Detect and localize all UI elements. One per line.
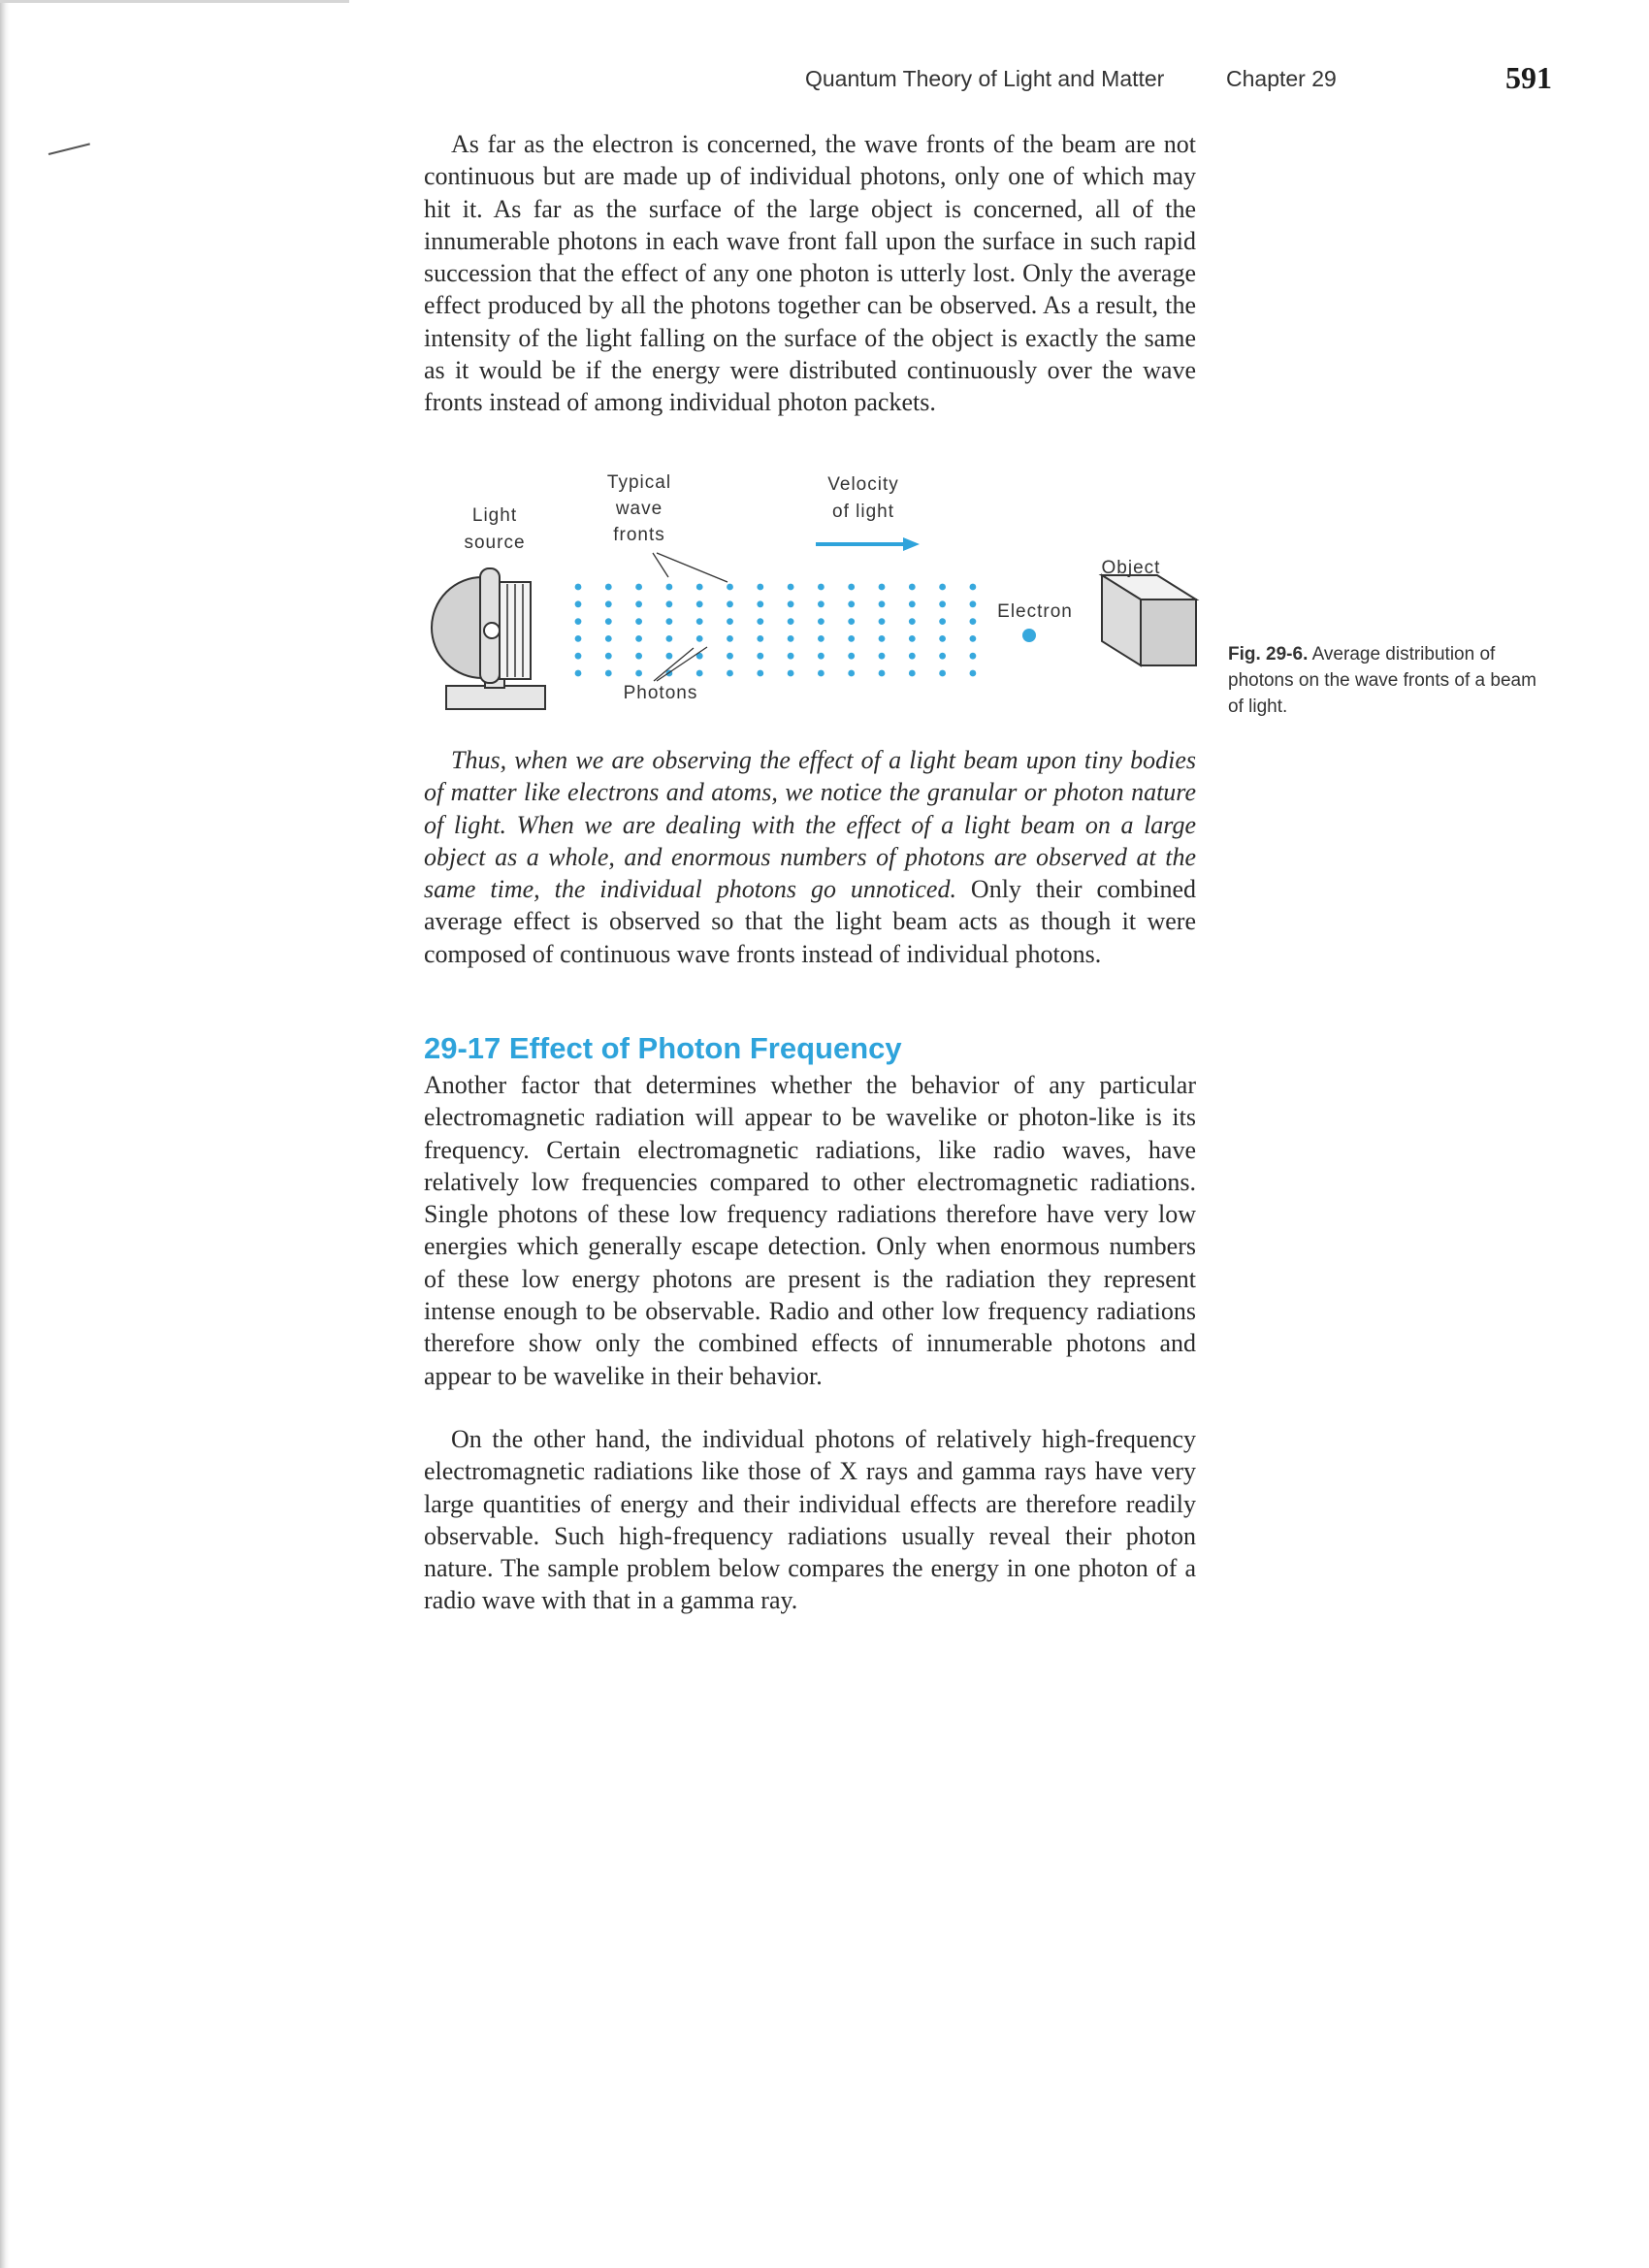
photon-dot xyxy=(635,635,642,642)
photon-dot xyxy=(818,584,824,591)
leader-photon-1 xyxy=(654,648,694,681)
lamp-base xyxy=(446,686,545,709)
photon-dot xyxy=(939,618,946,625)
photon-dot xyxy=(970,600,977,607)
photon-dot xyxy=(757,600,763,607)
photon-dot xyxy=(696,600,703,607)
photon-dot xyxy=(727,618,733,625)
photon-dot xyxy=(605,600,612,607)
paragraph-2 xyxy=(424,744,1196,970)
photon-dot xyxy=(666,635,673,642)
photon-dot xyxy=(696,618,703,625)
running-head-title: Quantum Theory of Light and Matter xyxy=(805,66,1165,91)
photon-dot xyxy=(939,670,946,677)
figure-caption xyxy=(1228,641,1548,720)
photon-dot xyxy=(939,635,946,642)
photon-dot xyxy=(727,653,733,660)
figure-drawing xyxy=(424,466,1219,728)
photon-dot xyxy=(788,584,794,591)
photon-dot xyxy=(727,635,733,642)
label-wave: wave xyxy=(615,499,663,519)
photon-dot xyxy=(909,653,916,660)
label-of-light: of light xyxy=(832,502,894,522)
photon-dot xyxy=(635,584,642,591)
label-typical: Typical xyxy=(606,472,672,493)
paragraph-3: Another factor that determines whether the behavior of any particular electromagnetic radiation will appear to be wavelike or photon-like is its frequency. Certain electromagnetic radiations, like radio waves, have relatively low frequencies compared to other electromagnetic radiations. Single photons of these low frequency radiations therefore have very low energies which generally escape detection. Only when enormous numbers of these low energy photons are present is the radiation they represent intense enough to be observable. Radio and other low frequency radiations therefore show only the combined effects of innumerable photons and appear to be wavelike in their behavior. xyxy=(424,1071,1196,1390)
pencil-mark xyxy=(48,143,90,155)
photon-dot xyxy=(788,635,794,642)
photon-dot xyxy=(727,600,733,607)
label-electron: Electron xyxy=(997,601,1073,622)
photon-dot xyxy=(575,600,582,607)
label-velocity: Velocity xyxy=(827,474,899,495)
photon-dot xyxy=(879,584,886,591)
figure-29-6 xyxy=(424,466,1219,728)
photon-dot xyxy=(605,653,612,660)
photon-dot xyxy=(970,635,977,642)
running-head xyxy=(805,62,1552,101)
photon-dot xyxy=(666,618,673,625)
photon-grid xyxy=(575,584,977,677)
photon-dot xyxy=(696,584,703,591)
photon-dot xyxy=(848,635,855,642)
paragraph-2-italic: Thus, when we are observing the effect of a light beam upon tiny bodies of matter like electrons and atoms, we notice the granular or photon nature of light. When we are dealing with the effect of a light beam on a large object as a whole, and enormous numbers of photons are observed at the same time, the individual photons go unnoticed. xyxy=(424,746,1196,904)
section-heading: 29-17 Effect of Photon Frequency xyxy=(424,1031,902,1065)
running-head-chapter: Chapter 29 xyxy=(1226,66,1337,91)
photon-dot xyxy=(818,670,824,677)
photon-dot xyxy=(909,618,916,625)
photon-dot xyxy=(666,600,673,607)
electron-dot xyxy=(1022,629,1036,642)
object-cube xyxy=(1102,575,1196,665)
photon-dot xyxy=(788,600,794,607)
photon-dot xyxy=(575,653,582,660)
label-object: Object xyxy=(1101,558,1161,578)
photon-dot xyxy=(818,635,824,642)
photon-dot xyxy=(970,618,977,625)
photon-dot xyxy=(575,635,582,642)
caption-text: Average distribution of photons on the wave fronts of a beam of light. xyxy=(1228,644,1536,717)
label-fronts: fronts xyxy=(613,525,665,545)
photon-dot xyxy=(575,584,582,591)
photon-dot xyxy=(757,653,763,660)
photon-dot xyxy=(939,584,946,591)
caption-label: Fig. 29-6. xyxy=(1228,644,1309,664)
photon-dot xyxy=(727,584,733,591)
photon-dot xyxy=(879,600,886,607)
paragraph-2-rest: Only their combined average effect is observed so that the light beam acts as though it were composed of continuous wave fronts instead of individual photons. xyxy=(424,875,1196,968)
photon-dot xyxy=(757,584,763,591)
paragraph-4: On the other hand, the individual photons of relatively high-frequency electromagnetic radiations like those of X rays and gamma rays have very large quantities of energy and their individual effects are therefore readily observable. Such high-frequency radiations usually reveal their photon nature. The sample problem below compares the energy in one photon of a radio wave with that in a gamma ray. xyxy=(424,1425,1196,1615)
photon-dot xyxy=(879,670,886,677)
photon-dot xyxy=(818,618,824,625)
photon-dot xyxy=(788,618,794,625)
scan-top-edge xyxy=(0,0,349,3)
photon-dot xyxy=(848,670,855,677)
lamp-dome xyxy=(432,577,482,678)
paragraph-1: As far as the electron is concerned, the wave fronts of the beam are not continuous but are made up of individual photons, only one of which may hit it. As far as the surface of the large object is concerned, all of the innumerable photons in each wave front fall upon the surface in such rapid succession that the effect of any one photon is utterly lost. Only the average effect produced by all the photons together can be observed. As a result, the intensity of the light falling on the surface of the object is exactly the same as it would be if the energy were distributed continuously over the wave fronts instead of among individual photon packets. xyxy=(424,130,1196,417)
lamp-pivot xyxy=(484,623,500,638)
photon-dot xyxy=(788,653,794,660)
photon-dot xyxy=(635,600,642,607)
photon-dot xyxy=(939,600,946,607)
photon-dot xyxy=(879,635,886,642)
photon-dot xyxy=(666,653,673,660)
photon-dot xyxy=(909,670,916,677)
photon-dot xyxy=(635,618,642,625)
photon-dot xyxy=(696,635,703,642)
label-source: source xyxy=(464,533,526,553)
label-light: Light xyxy=(471,505,518,526)
photon-dot xyxy=(848,600,855,607)
photon-dot xyxy=(909,584,916,591)
photon-dot xyxy=(727,670,733,677)
photon-dot xyxy=(818,653,824,660)
page-number: 591 xyxy=(1505,60,1552,95)
photon-dot xyxy=(757,618,763,625)
label-photons: Photons xyxy=(623,683,698,703)
velocity-arrow xyxy=(816,537,920,551)
photon-dot xyxy=(757,670,763,677)
photon-dot xyxy=(970,670,977,677)
photon-dot xyxy=(635,653,642,660)
photon-dot xyxy=(605,584,612,591)
photon-dot xyxy=(605,618,612,625)
photon-dot xyxy=(575,670,582,677)
photon-dot xyxy=(909,600,916,607)
photon-dot xyxy=(970,653,977,660)
scan-shadow-edge xyxy=(0,0,10,2268)
photon-dot xyxy=(788,670,794,677)
photon-dot xyxy=(879,653,886,660)
photon-dot xyxy=(939,653,946,660)
photon-dot xyxy=(635,670,642,677)
photon-dot xyxy=(666,584,673,591)
photon-dot xyxy=(848,618,855,625)
photon-dot xyxy=(970,584,977,591)
photon-dot xyxy=(605,635,612,642)
photon-dot xyxy=(605,670,612,677)
photon-dot xyxy=(879,618,886,625)
photon-dot xyxy=(757,635,763,642)
photon-dot xyxy=(909,635,916,642)
photon-dot xyxy=(575,618,582,625)
leader-wave-front-2 xyxy=(657,553,728,582)
photon-dot xyxy=(848,653,855,660)
photon-dot xyxy=(818,600,824,607)
photon-dot xyxy=(696,670,703,677)
photon-dot xyxy=(848,584,855,591)
